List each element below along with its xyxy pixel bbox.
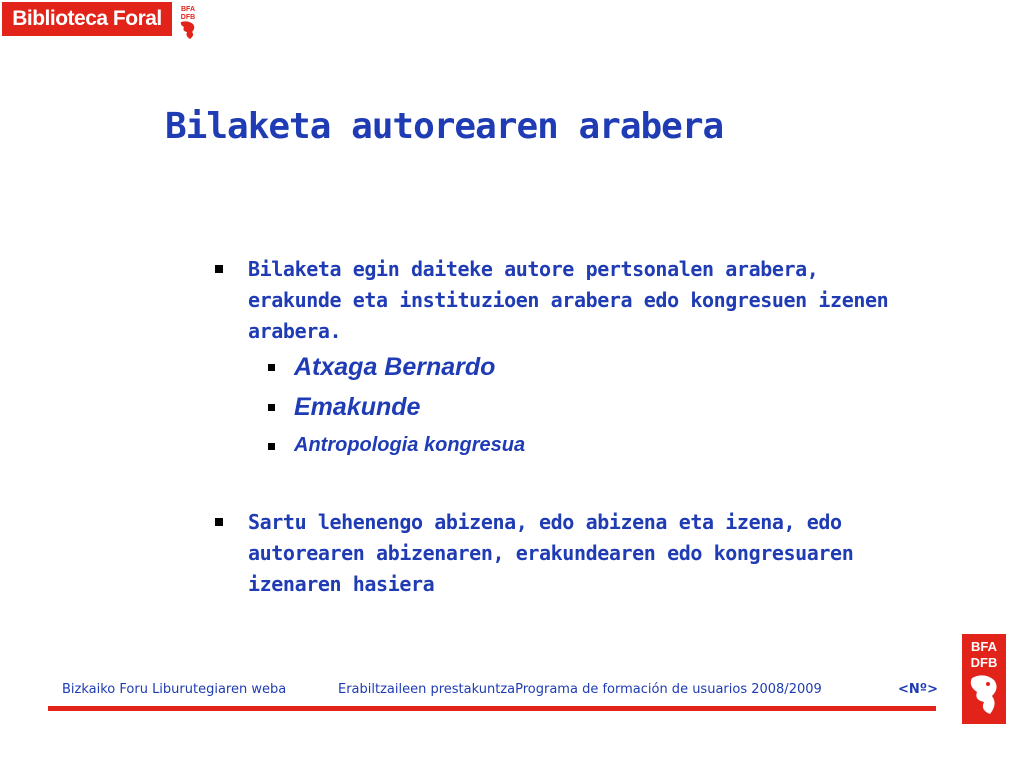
brand-logo: Biblioteca Foral — [2, 2, 172, 36]
bullet-text: Bilaketa egin daiteke autore pertsonalen arabera, erakunde eta instituzioen arabera edo kongresuen izenen arabera. — [248, 257, 889, 343]
bullet-text: Sartu lehenengo abizena, edo abizena eta izena, edo autorearen abizenaren, erakundearen edo kongresuaren izenaren hasiera — [248, 510, 854, 596]
logo-text-top: BFA — [971, 639, 997, 654]
svg-text:DFB: DFB — [180, 14, 196, 21]
slide-title: Bilaketa autorearen arabera — [165, 106, 724, 147]
bullet-marker — [215, 518, 223, 526]
sub-bullet-text: Antropologia kongresua — [294, 434, 526, 456]
sub-bullet-text: Atxaga Bernardo — [294, 353, 496, 381]
bullet-entry-instructions — [215, 507, 895, 600]
sub-bullet-atxaga — [268, 353, 495, 382]
footer-page-number: <Nº> — [898, 682, 938, 697]
sub-bullet-emakunde — [268, 393, 420, 422]
bullet-marker — [268, 364, 275, 371]
footer-left-text: Bizkaiko Foru Liburutegiaren weba — [62, 682, 287, 697]
bullet-marker — [268, 404, 275, 411]
logo-text-bottom: DFB — [970, 655, 998, 670]
bfa-emblem-icon — [176, 2, 200, 40]
svg-text:BFA: BFA — [181, 6, 195, 13]
bfa-dfb-logo-icon — [962, 634, 1006, 724]
sub-bullet-text: Emakunde — [294, 393, 421, 421]
sub-bullet-antropologia — [268, 434, 525, 457]
bullet-marker — [268, 443, 275, 450]
bullet-search-types — [215, 254, 895, 347]
footer-center-text: Erabiltzaileen prestakuntzaPrograma de formación de usuarios 2008/2009 — [338, 682, 822, 697]
footer-divider — [48, 706, 936, 711]
bullet-marker — [215, 265, 223, 273]
